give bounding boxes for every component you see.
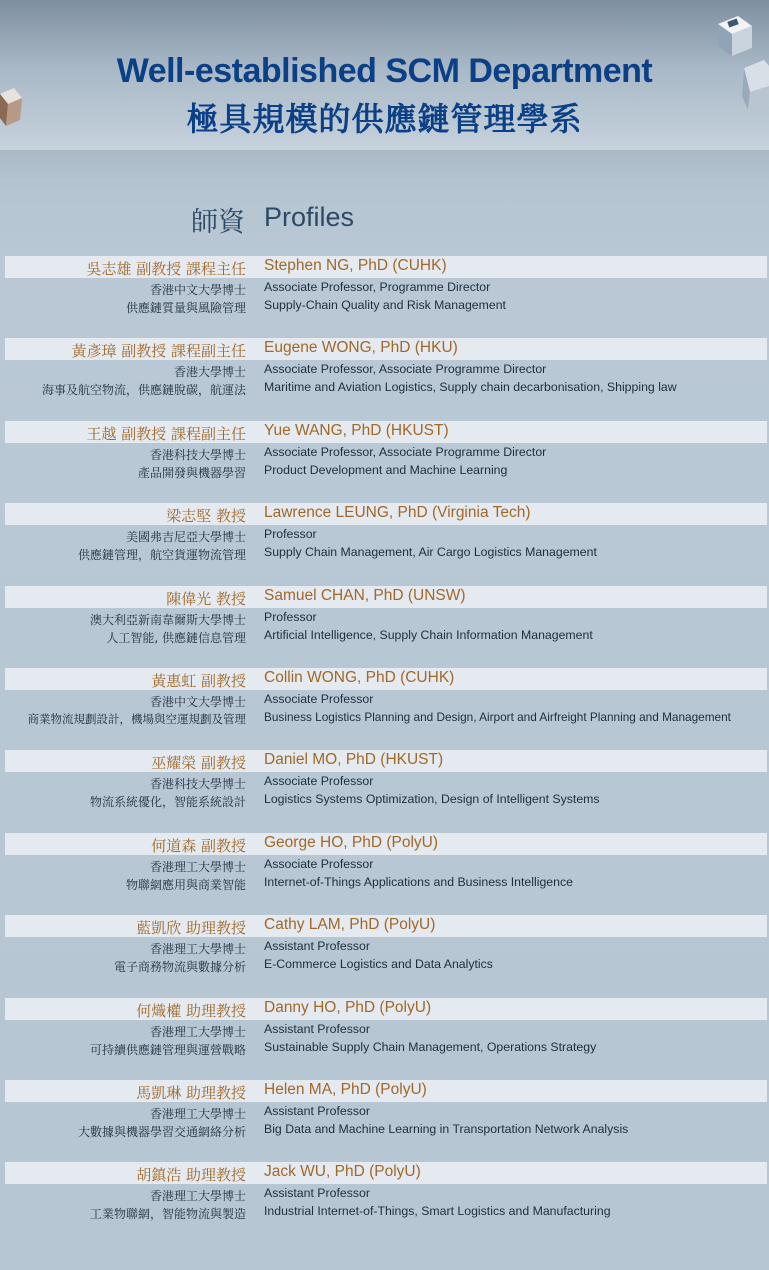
- profile-role-english: Assistant Professor: [264, 1021, 370, 1036]
- section-heading: [0, 200, 769, 240]
- profile-name-chinese: 陳偉光 教授: [166, 589, 246, 608]
- profile-item: [0, 503, 769, 585]
- profile-name-chinese: 何熾權 助理教授: [136, 1001, 246, 1020]
- profile-degree-chinese: 香港中文大學博士: [149, 694, 246, 709]
- profile-degree-chinese: 美國弗吉尼亞大學博士: [125, 530, 246, 545]
- profile-name-chinese: 梁志堅 教授: [166, 507, 246, 526]
- profile-role-english: Assistant Professor: [264, 1103, 370, 1118]
- profile-research-area-chinese: 物聯網應用與商業智能: [125, 877, 246, 892]
- page-header: [0, 0, 769, 170]
- profile-name-chinese: 王越 副教授 課程副主任: [86, 424, 246, 443]
- profile-role-english: Professor: [264, 527, 317, 542]
- profile-name-english: Eugene WONG, PhD (HKU): [264, 339, 458, 357]
- profile-name-english: Helen MA, PhD (PolyU): [264, 1080, 427, 1098]
- profile-research-area-chinese: 物流系統優化，智能系統設計: [89, 795, 246, 810]
- profile-name-english: Cathy LAM, PhD (PolyU): [264, 916, 436, 934]
- profile-role-english: Associate Professor: [264, 691, 374, 706]
- profile-name-chinese: 吳志雄 副教授 課程主任: [86, 260, 246, 278]
- profile-role-english: Assistant Professor: [264, 939, 370, 954]
- profile-item: [0, 338, 769, 420]
- profile-degree-chinese: 香港理工大學博士: [149, 1189, 246, 1204]
- profile-research-area-chinese: 供應鏈管理，航空貨運物流管理: [77, 548, 246, 563]
- profile-research-area-english: Product Development and Machine Learning: [264, 462, 508, 477]
- profile-name-english: Jack WU, PhD (PolyU): [264, 1163, 421, 1181]
- profile-role-english: Professor: [264, 609, 317, 624]
- profile-item: [0, 750, 769, 832]
- profile-name-english: Collin WONG, PhD (CUHK): [264, 668, 455, 686]
- profile-name-chinese: 何道森 副教授: [151, 836, 246, 855]
- profile-name-english: George HO, PhD (PolyU): [264, 833, 438, 851]
- section-heading-english: Profiles: [264, 202, 355, 232]
- profile-research-area-chinese: 電子商務物流與數據分析: [113, 960, 246, 975]
- profile-research-area-english: Internet-of-Things Applications and Business Intelligence: [264, 874, 573, 889]
- profile-research-area-english: Sustainable Supply Chain Management, Operations Strategy: [264, 1039, 597, 1054]
- profile-role-english: Associate Professor: [264, 856, 374, 871]
- profile-name-chinese: 馬凱琳 助理教授: [136, 1083, 246, 1102]
- profile-item: [0, 668, 769, 750]
- page-title: Well-established SCM Department: [116, 52, 653, 90]
- profile-name-chinese: 胡鎮浩 助理教授: [136, 1166, 246, 1185]
- profile-name-english: Samuel CHAN, PhD (UNSW): [264, 586, 466, 604]
- profile-research-area-chinese: 供應鏈質量與風險管理: [125, 301, 246, 315]
- profile-research-area-english: Supply-Chain Quality and Risk Management: [264, 298, 506, 312]
- profile-degree-chinese: 香港理工大學博士: [149, 1024, 246, 1039]
- profile-research-area-chinese: 商業物流規劃設計，機場與空運規劃及管理: [27, 711, 246, 726]
- profile-research-area-english: Business Logistics Planning and Design, Airport and Airfreight Planning and Management: [264, 709, 731, 724]
- profile-role-english: Associate Professor, Associate Programme Director: [264, 444, 547, 459]
- profile-research-area-chinese: 大數據與機器學習交通網絡分析: [77, 1124, 246, 1139]
- profile-name-chinese: 巫耀榮 副教授: [151, 754, 246, 773]
- profile-degree-chinese: 香港理工大學博士: [149, 942, 246, 957]
- profile-item: [0, 586, 769, 668]
- profile-item: [0, 256, 769, 338]
- profile-name-chinese: 黃惠虹 副教授: [151, 671, 246, 690]
- profile-name-english: Lawrence LEUNG, PhD (Virginia Tech): [264, 504, 531, 522]
- profile-degree-chinese: 澳大利亞新南韋爾斯大學博士: [89, 612, 246, 627]
- profile-degree-chinese: 香港大學博士: [173, 365, 246, 380]
- profile-research-area-english: Logistics Systems Optimization, Design of Intelligent Systems: [264, 792, 600, 807]
- section-heading-chinese: 師資: [191, 207, 245, 238]
- profile-item: [0, 1162, 769, 1244]
- profile-name-chinese: 黃彥璋 副教授 課程副主任: [71, 342, 246, 361]
- profile-degree-chinese: 香港科技大學博士: [149, 777, 246, 792]
- profile-list: [0, 256, 769, 1245]
- profile-research-area-english: Artificial Intelligence, Supply Chain Information Management: [264, 627, 593, 642]
- profile-name-english: Stephen NG, PhD (CUHK): [264, 257, 447, 274]
- profile-research-area-chinese: 海事及航空物流，供應鏈脫碳，航運法: [41, 383, 246, 398]
- profile-research-area-chinese: 人工智能, 供應鏈信息管理: [106, 630, 246, 645]
- profile-item: [0, 421, 769, 503]
- profile-role-english: Associate Professor, Associate Programme Director: [264, 362, 547, 377]
- profile-name-english: Daniel MO, PhD (HKUST): [264, 751, 444, 769]
- profile-research-area-english: Supply Chain Management, Air Cargo Logistics Management: [264, 545, 597, 560]
- profile-research-area-chinese: 產品開發與機器學習: [137, 465, 246, 480]
- profile-degree-chinese: 香港科技大學博士: [149, 447, 246, 462]
- profile-research-area-english: Big Data and Machine Learning in Transportation Network Analysis: [264, 1121, 629, 1136]
- profile-research-area-chinese: 可持續供應鏈管理與運營戰略: [89, 1042, 246, 1057]
- profile-research-area-english: Maritime and Aviation Logistics, Supply chain decarbonisation, Shipping law: [264, 380, 677, 395]
- profile-item: [0, 1080, 769, 1162]
- profile-research-area-english: E-Commerce Logistics and Data Analytics: [264, 957, 493, 972]
- profile-research-area-chinese: 工業物聯網，智能物流與製造: [89, 1207, 246, 1222]
- profile-degree-chinese: 香港理工大學博士: [149, 1106, 246, 1121]
- page-title-chinese: 極具規模的供應鏈管理學系: [186, 101, 583, 137]
- profile-name-english: Yue WANG, PhD (HKUST): [264, 421, 449, 439]
- profile-degree-chinese: 香港理工大學博士: [149, 859, 246, 874]
- profile-item: [0, 998, 769, 1080]
- profile-name-chinese: 藍凱欣 助理教授: [136, 919, 246, 938]
- profile-degree-chinese: 香港中文大學博士: [149, 283, 246, 297]
- profile-role-english: Associate Professor: [264, 774, 374, 789]
- profile-role-english: Associate Professor, Programme Director: [264, 280, 491, 294]
- profile-item: [0, 833, 769, 915]
- profile-name-english: Danny HO, PhD (PolyU): [264, 998, 432, 1016]
- profile-research-area-english: Industrial Internet-of-Things, Smart Logistics and Manufacturing: [264, 1204, 611, 1219]
- profile-item: [0, 915, 769, 997]
- header-divider: [0, 150, 769, 180]
- profile-role-english: Assistant Professor: [264, 1186, 370, 1201]
